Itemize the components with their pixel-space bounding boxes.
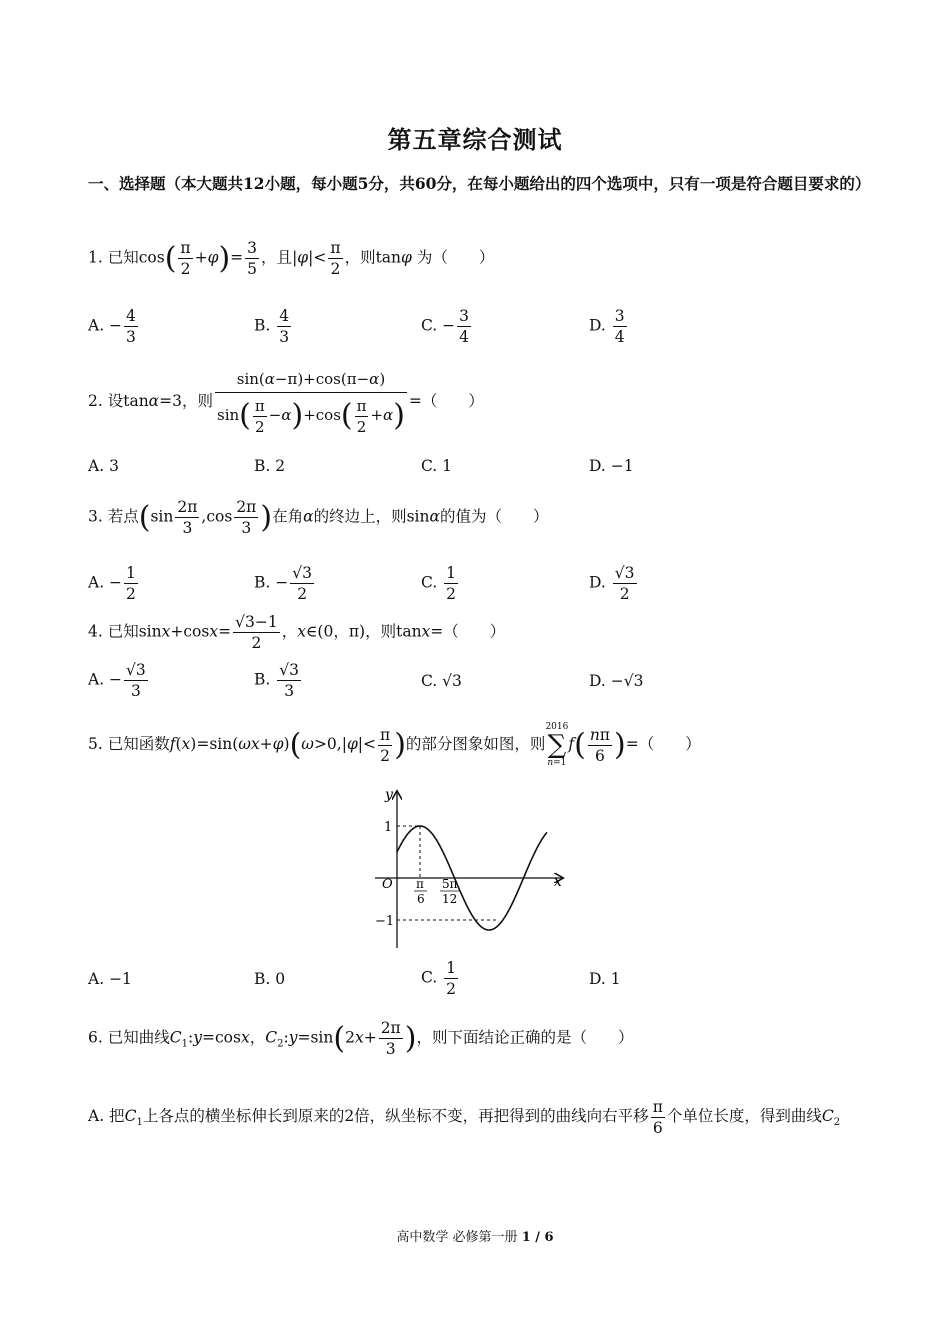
question-5: 5. 已知函数f(x)=sin(ωx+φ)(ω>0,|φ|< $\frac{\pi}{2}$ )的部分图象如图，则2016 ∑ n=1f( $\frac{n\pi}{6}$ )=（ ） [88, 722, 701, 768]
question-3: 3. 若点(sin $\frac{2\pi}{3}$ ,cos $\frac{2\pi}{3}$ )在角α的终边上，则sinα的值为（ ） [88, 498, 549, 537]
q4-mid: ， [281, 622, 298, 641]
q4-lead: 4. 已知 [88, 622, 139, 641]
origin-label: O [382, 877, 393, 892]
q4-tail2: （ ） [443, 622, 506, 641]
footer-subject: 高中数学 必修第一册 [396, 1230, 518, 1245]
q5-mid: 的部分图象如图，则 [405, 735, 546, 753]
question-2: 2. 设tanα=3，则 sin(α−π)+cos(π−α) sin( $\frac{\pi}{2}$ −α)+cos( $\frac{\pi}{2}$ +α) =（ ） [88, 366, 484, 438]
q2-option-d[interactable]: D. −1 [589, 457, 634, 475]
tick-label-1: 1 [384, 820, 393, 835]
tick-label-pi6 [414, 877, 427, 906]
q6-lead: 6. 已知曲线 [88, 1028, 170, 1047]
svg-text:12: 12 [442, 892, 458, 906]
svg-text:π: π [416, 877, 424, 891]
question-1: 1. 已知cos( $\frac{\pi}{2}$ +φ)= $\frac{3}{5}$ ，且|φ|< $\frac{\pi}{2}$ ，则tanφ 为（ ） [88, 239, 495, 278]
q5-option-a[interactable]: A. −1 [88, 970, 132, 988]
q3-option-b[interactable]: B. − $\frac{√3}{2}$ [254, 564, 312, 603]
q2-tail: （ ） [421, 392, 484, 410]
q1-option-d[interactable]: D. $\frac{3}{4}$ [589, 307, 625, 346]
q1-lead: 1. 已知 [88, 248, 139, 267]
q1-tail2: 为（ ） [416, 248, 495, 267]
q3-mid: 在角 [272, 507, 304, 526]
q4-option-b[interactable]: B. $\frac{√3}{3}$ [254, 661, 300, 700]
q1-mid: ，且 [261, 248, 293, 267]
tick-label-5pi12 [440, 877, 460, 906]
q5-lead: 5. 已知函数 [88, 735, 170, 753]
q4-tail: ，则 [365, 622, 397, 641]
q6-option-a[interactable]: A. 把$C_1$上各点的横坐标伸长到原来的2倍，纵坐标不变，再把得到的曲线向右平移 $\frac{\pi}{6}$ 个单位长度，得到曲线$C_2$ [88, 1097, 841, 1137]
svg-text:5π: 5π [442, 877, 458, 891]
q4-option-c[interactable]: C. √3 [421, 672, 462, 690]
x-axis-label: x [554, 874, 562, 890]
y-axis-label: y [385, 787, 393, 803]
q3-option-a[interactable]: A. − $\frac{1}{2}$ [88, 564, 136, 603]
page-footer [0, 1226, 950, 1245]
q1-tail: ，则 [344, 248, 376, 267]
q2-mid: ，则 [182, 392, 214, 410]
q1-option-c[interactable]: C. − $\frac{3}{4}$ [421, 307, 470, 346]
q5-tail: （ ） [638, 735, 701, 753]
q3-tail: 的终边上，则 [313, 507, 407, 526]
q1-option-b[interactable]: B. $\frac{4}{3}$ [254, 307, 290, 346]
q5-graph [360, 780, 580, 955]
q4-option-a[interactable]: A. − $\frac{√3}{3}$ [88, 661, 146, 700]
q1-option-a[interactable]: A. − $\frac{4}{3}$ [88, 307, 136, 346]
q5-option-d[interactable]: D. 1 [589, 970, 621, 988]
page-number: 1 / 6 [521, 1230, 554, 1245]
question-4: 4. 已知sinx+cosx= $\frac{√3-1}{2}$ ，x∈(0，π)，则tanx=（ ） [88, 613, 506, 652]
q5-option-c[interactable]: C. $\frac{1}{2}$ [421, 959, 457, 998]
section-heading: 一、选择题（本大题共12小题，每小题5分，共60分，在每小题给出的四个选项中，只有一项是符合题目要求的） [88, 174, 871, 193]
q3-tail2: 的值为（ ） [439, 507, 549, 526]
tick-label-neg1: −1 [375, 914, 395, 929]
q2-option-a[interactable]: A. 3 [88, 457, 119, 475]
q2-option-c[interactable]: C. 1 [421, 457, 453, 475]
q2-option-b[interactable]: B. 2 [254, 457, 286, 475]
q6-mid: ， [249, 1028, 266, 1047]
q3-lead: 3. 若点 [88, 507, 139, 526]
q3-option-d[interactable]: D. $\frac{√3}{2}$ [589, 564, 635, 603]
q4-option-d[interactable]: D. −√3 [589, 672, 644, 690]
svg-text:6: 6 [417, 892, 425, 906]
page-title: 第五章综合测试 [387, 125, 563, 154]
q6-tail: ，则下面结论正确的是（ ） [416, 1028, 634, 1047]
q2-lead: 2. 设 [88, 392, 124, 410]
q3-option-c[interactable]: C. $\frac{1}{2}$ [421, 564, 457, 603]
q5-option-b[interactable]: B. 0 [254, 970, 286, 988]
question-6: 6. 已知曲线$C_1:y=\cos x$，$C_2:y=\sin(2x+$ $\frac{2\pi}{3}$ )，则下面结论正确的是（ ） [88, 1019, 634, 1058]
